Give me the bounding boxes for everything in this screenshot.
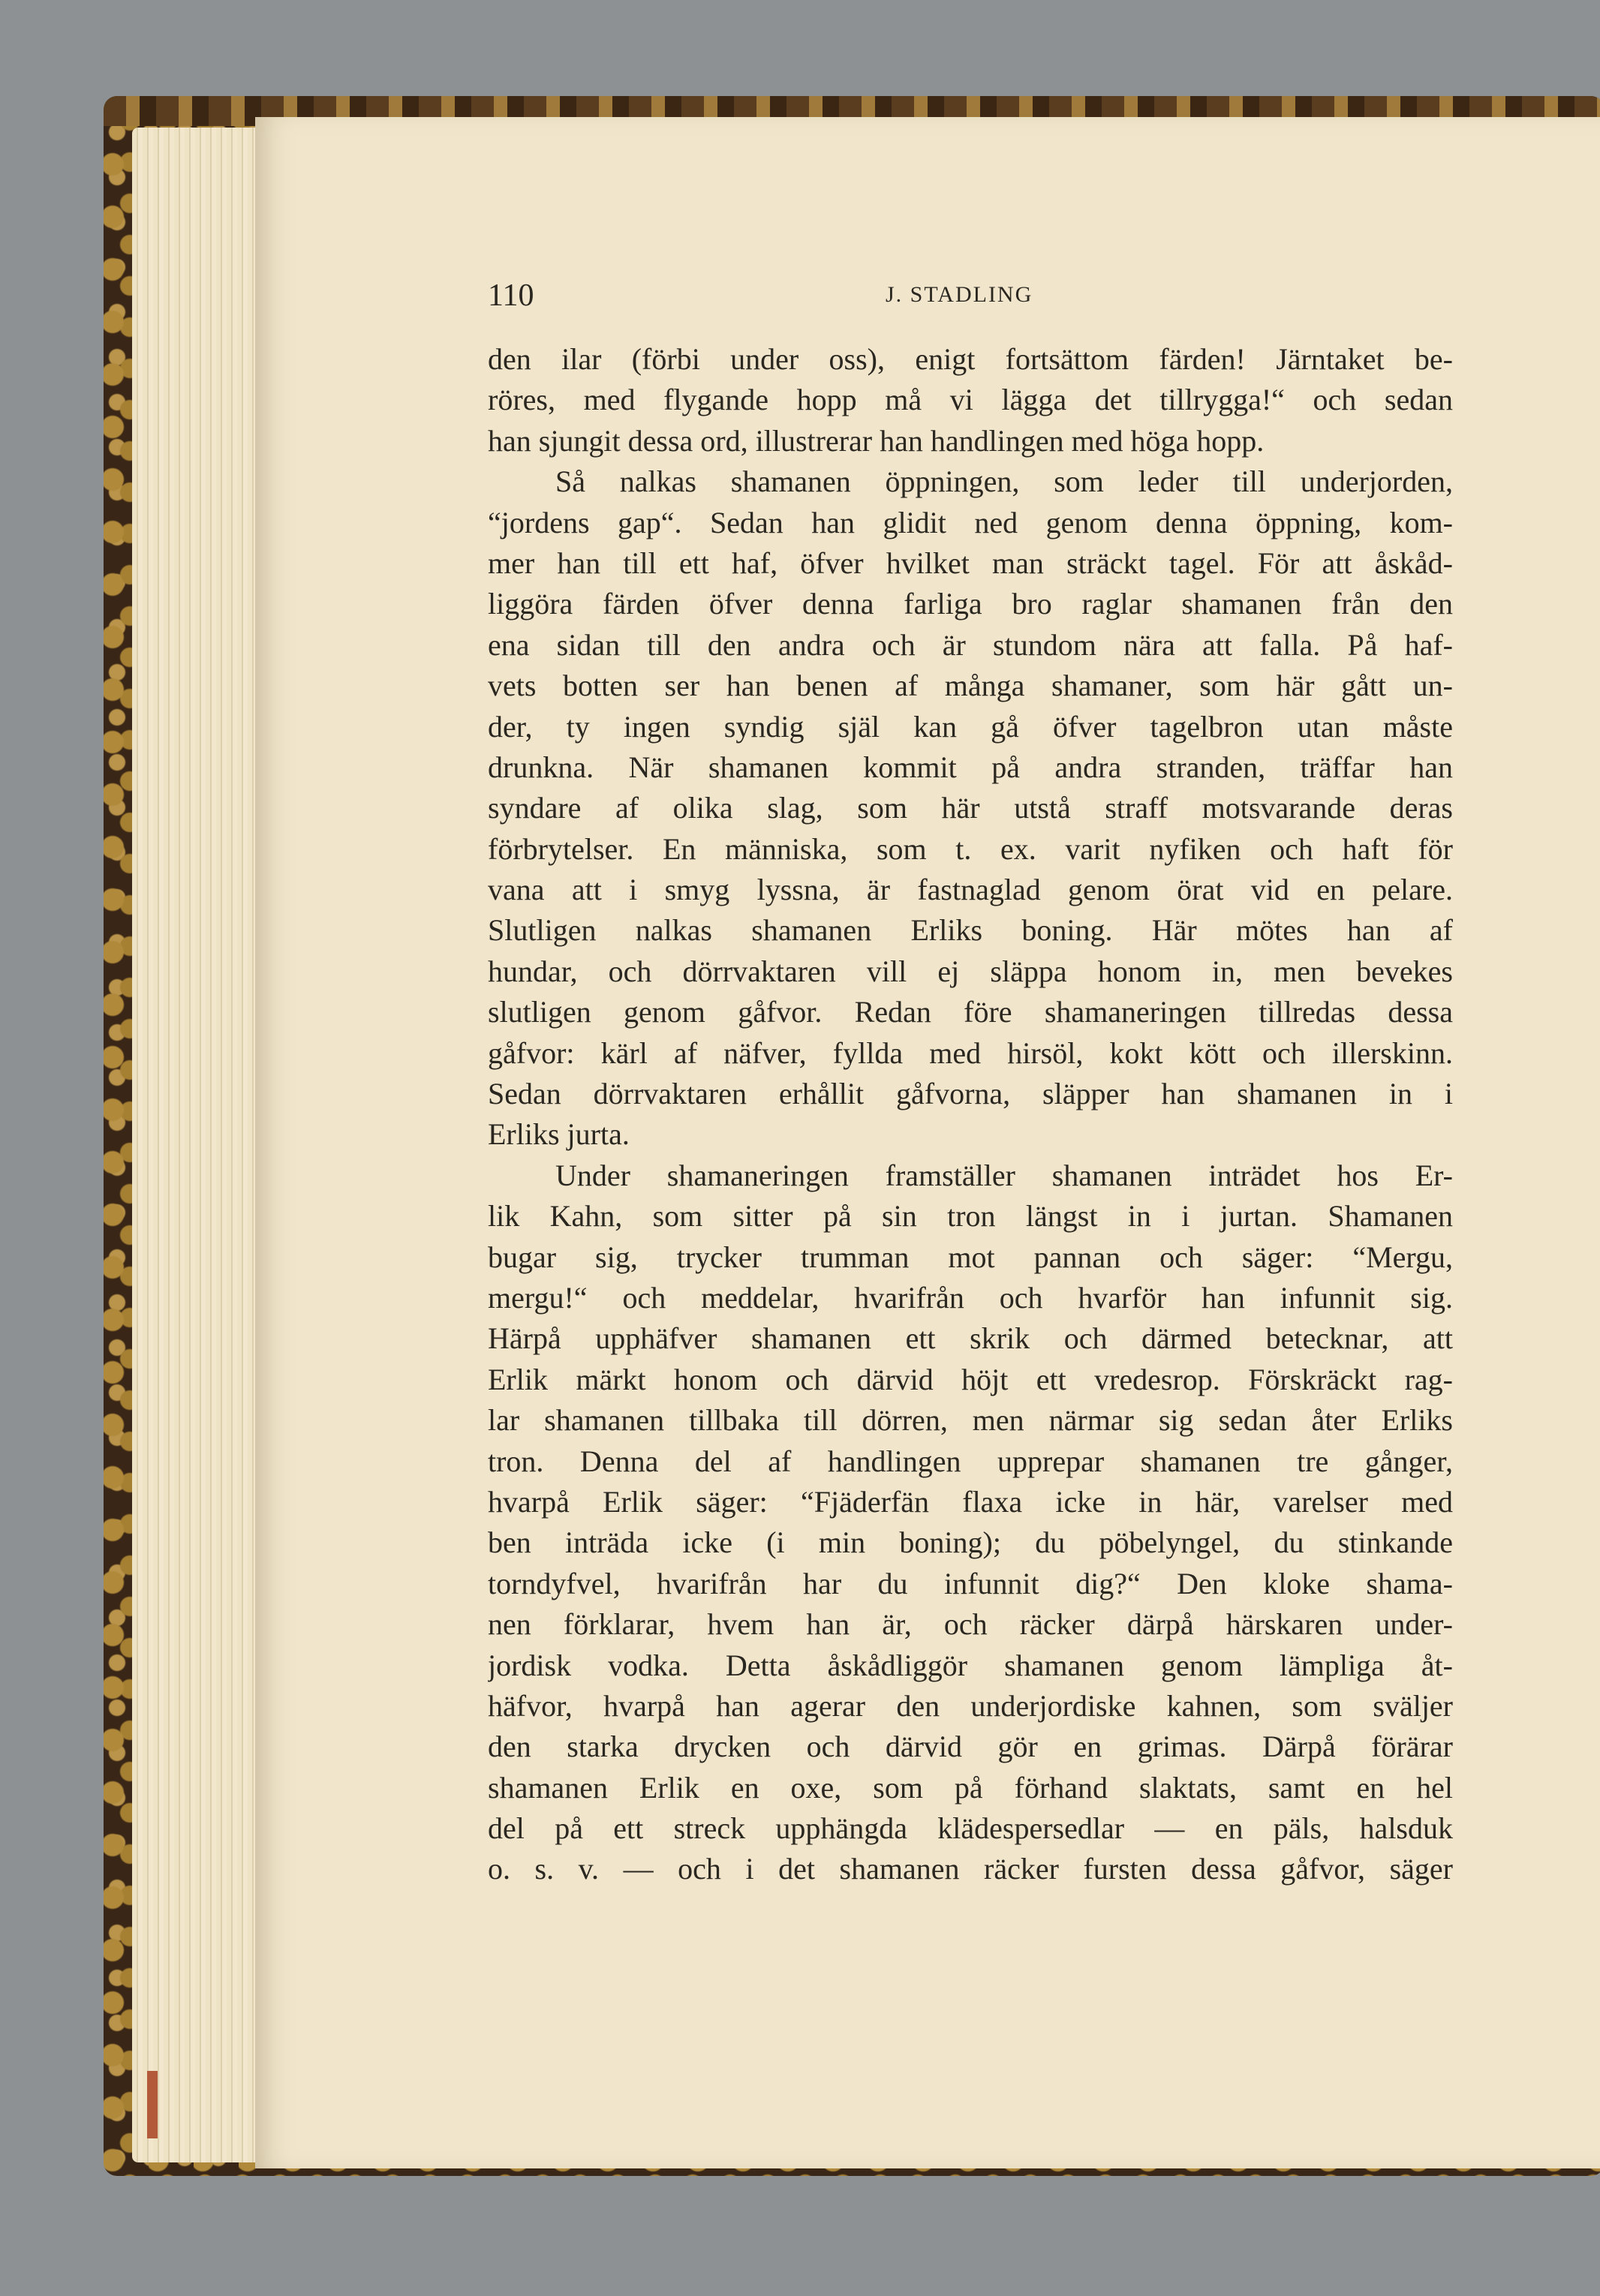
text-line: tron. Denna del af handlingen upprepar shamanen tre gånger, [488,1444,1453,1478]
text-line: hvarpå Erlik säger: “Fjäderfän flaxa icke in här, varelser med [488,1484,1453,1519]
text-line: Erlik märkt honom och därvid höjt ett vredesrop. Förskräckt rag- [488,1362,1453,1396]
text-line: lar shamanen tillbaka till dörren, men närmar sig sedan åter Erliks [488,1403,1453,1438]
text-line: Så nalkas shamanen öppningen, som leder till underjorden, [555,464,1453,499]
text-line: lik Kahn, som sitter på sin tron längst in i jurtan. Shamanen [488,1199,1453,1234]
text-line: bugar sig, trycker trumman mot pannan och säger: “Mergu, [488,1240,1453,1274]
text-line: “jordens gap“. Sedan han glidit ned genom denna öppning, kom- [488,505,1453,539]
text-line: syndare af olika slag, som här utstå straff motsvarande deras [488,791,1453,825]
text-line: den starka drycken och därvid gör en grimas. Därpå förärar [488,1730,1453,1764]
text-line: förbrytelser. En människa, som t. ex. varit nyfiken och haft för [488,831,1453,866]
text-line: Härpå upphäfver shamanen ett skrik och därmed betecknar, att [488,1321,1453,1356]
text-line: vets botten ser han benen af många shamaner, som här gått un- [488,669,1453,703]
text-line: häfvor, hvarpå han agerar den underjordiske kahnen, som sväljer [488,1688,1453,1723]
text-line: torndyfvel, hvarifrån har du infunnit dig?“ Den kloke shama- [488,1566,1453,1600]
text-line: gåfvor: kärl af näfver, fyllda med hirsöl, kokt kött och illerskinn. [488,1035,1453,1070]
text-line: röres, med flygande hopp må vi lägga det tillrygga!“ och sedan [488,383,1453,417]
text-line: shamanen Erlik en oxe, som på förhand slaktats, samt en hel [488,1770,1453,1805]
text-line: jordisk vodka. Detta åskådliggör shamanen genom lämpliga åt- [488,1648,1453,1682]
page-number: 110 [488,278,534,313]
text-line: han sjungit dessa ord, illustrerar han handlingen med höga hopp. [488,423,1265,458]
text-line: ena sidan till den andra och är stundom nära att falla. På haf- [488,627,1453,662]
text-line: vana att i smyg lyssna, är fastnaglad genom örat vid en pelare. [488,873,1453,907]
page-edges [132,128,275,2162]
text-line: mer han till ett haf, öfver hvilket man sträckt tagel. För att åskåd- [488,545,1453,580]
text-line: drunkna. När shamanen kommit på andra stranden, träffar han [488,750,1453,784]
running-head: J. STADLING [886,282,1033,307]
text-line: nen förklarar, hvem han är, och räcker därpå härskaren under- [488,1607,1453,1642]
text-line: del på ett streck upphängda klädespersedlar — en päls, halsduk [488,1811,1453,1846]
text-line: Under shamaneringen framställer shamanen inträdet hos Er- [555,1158,1453,1192]
text-line: Slutligen nalkas shamanen Erliks boning. Här mötes han af [488,913,1453,948]
text-line: o. s. v. — och i det shamanen räcker fursten dessa gåfvor, säger [488,1852,1453,1886]
text-line: der, ty ingen syndig själ kan gå öfver tagelbron utan måste [488,709,1453,744]
text-line: den ilar (förbi under oss), enigt fortsättom färden! Järntaket be- [488,342,1453,376]
text-line: ben inträda icke (i min boning); du pöbelyngel, du stinkande [488,1525,1453,1560]
text-line: Sedan dörrvaktaren erhållit gåfvorna, släpper han shamanen in i [488,1077,1453,1111]
text-line: slutligen genom gåfvor. Redan före shamaneringen tillredas dessa [488,995,1453,1029]
text-line: liggöra färden öfver denna farliga bro raglar shamanen från den [488,587,1453,621]
bookmark-ribbon [147,2071,158,2138]
text-line: hundar, och dörrvaktaren vill ej släppa honom in, men bevekes [488,954,1453,988]
text-line: Erliks jurta. [488,1117,630,1152]
text-line: mergu!“ och meddelar, hvarifrån och hvarför han infunnit sig. [488,1280,1453,1315]
page-header [488,278,1448,323]
body-text [488,339,1453,1890]
